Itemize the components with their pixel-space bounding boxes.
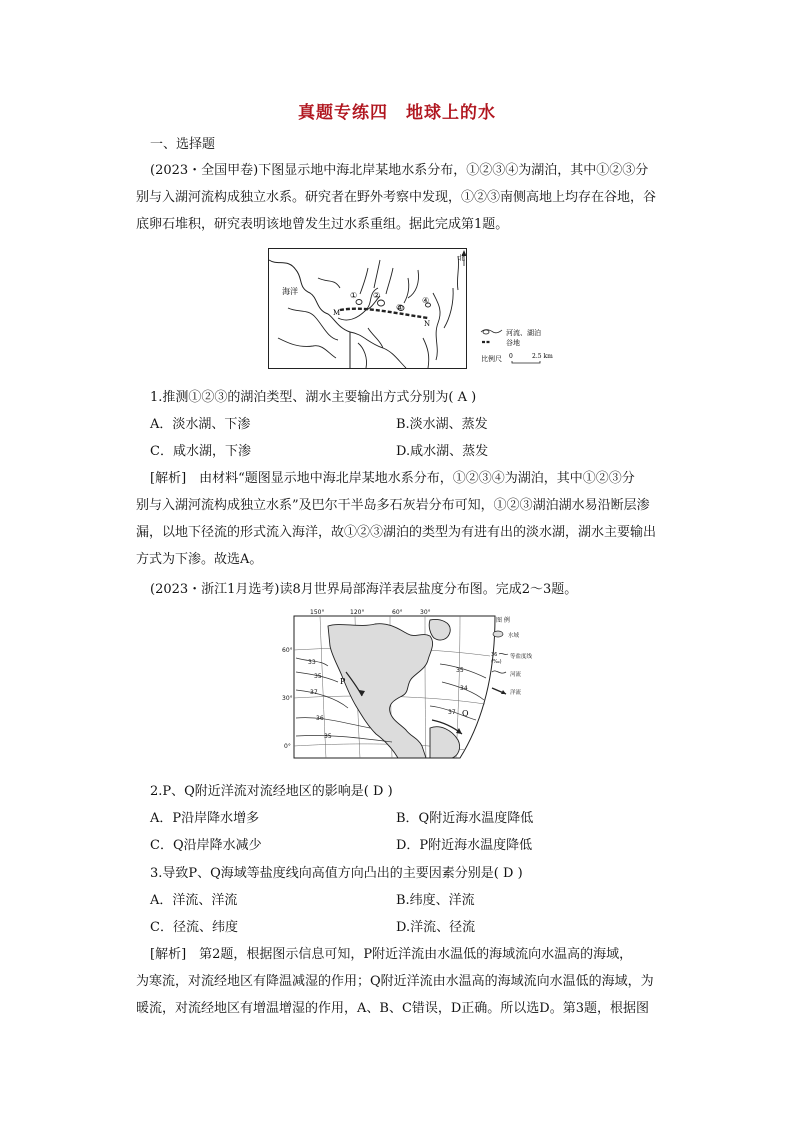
section-heading: 一、选择题 — [150, 137, 216, 152]
analysis2-line-2: 为寒流，对流经地区有降温减湿的作用；Q附近洋流由水温高的海域流向水温低的海域，为 — [136, 974, 654, 989]
iso-label-1: 33 — [308, 659, 316, 666]
lon-label-30: 30° — [420, 609, 431, 616]
lon-label-120: 120° — [350, 609, 365, 616]
lake-4-label: ④ — [422, 296, 430, 305]
lake-2-label: ② — [373, 291, 381, 300]
sea-label: 海洋 — [282, 287, 298, 296]
analysis1-line-1: [解析] 由材料“题图显示地中海北岸某地水系分布，①②③④为湖泊，其中①②③分 — [150, 471, 635, 486]
q3-option-c: C．径流、纬度 — [150, 920, 238, 935]
point-n-label: N — [424, 320, 431, 328]
iso-label-3: 37 — [310, 689, 318, 696]
q1-option-c: C．咸水湖，下渗 — [150, 444, 251, 459]
q3-option-d: D.洋流、径流 — [396, 920, 476, 935]
analysis2-line-1: [解析] 第2题，根据图示信息可知，P附近洋流由水温低的海域流向水温高的海域， — [150, 947, 633, 962]
point-q-label: Q — [462, 709, 469, 718]
q1-option-d: D.咸水湖、蒸发 — [396, 444, 489, 459]
iso-label-2: 35 — [314, 673, 322, 680]
legend-river: 河流 — [510, 672, 522, 678]
analysis2-line-3: 暖流，对流经地区有增温增湿的作用，A、B、C错误，D正确。所以选D。第3题，根据图 — [136, 1001, 650, 1016]
iso-label-7: 34 — [460, 685, 468, 692]
q1-stem: 1.推测①②③的湖泊类型、湖水主要输出方式分别为( A ) — [150, 390, 477, 405]
river-system-map — [268, 248, 568, 373]
lake-3-label: ③ — [396, 303, 404, 312]
lake-1-label: ① — [350, 291, 358, 300]
page-title: 真题专练四 地球上的水 — [298, 103, 496, 123]
lat-label-30: 30° — [282, 695, 293, 702]
legend-valley: 谷地 — [506, 339, 520, 347]
intro1-line-2: 别与入湖河流构成独立水系。研究者在野外考察中发现，①②③南侧高地上均存在谷地，谷 — [136, 190, 657, 205]
legend-iso-unit: (‰) — [491, 659, 502, 665]
q2-stem: 2.P、Q附近洋流对流经地区的影响是( D ) — [150, 784, 393, 799]
map1-legend — [481, 328, 553, 363]
iso-label-8: 37 — [448, 709, 456, 716]
iso-label-5: 35 — [324, 733, 332, 740]
q3-option-a: A．洋流、洋流 — [150, 893, 238, 908]
intro1-line-1: (2023・全国甲卷)下图显示地中海北岸某地水系分布，①②③④为湖泊，其中①②③分 — [150, 163, 649, 178]
intro1-line-3: 底卵石堆积，研究表明该地曾发生过水系重组。据此完成第1题。 — [136, 217, 509, 232]
legend-iso-value: 36 — [491, 652, 498, 658]
iso-label-6: 35 — [456, 667, 464, 674]
lat-label-60: 60° — [282, 647, 293, 654]
scale-km: 2.5 km — [532, 353, 553, 360]
lon-label-150: 150° — [310, 609, 325, 616]
intro2-line: (2023・浙江1月选考)读8月世界局部海洋表层盐度分布图。完成2～3题。 — [150, 582, 578, 597]
scale-label: 比例尺 — [481, 355, 502, 363]
ocean-salinity-map — [280, 608, 540, 768]
q1-option-b: B.淡水湖、蒸发 — [396, 417, 488, 432]
lon-label-60: 60° — [392, 609, 403, 616]
q2-option-b: B．Q附近海水温度降低 — [396, 811, 534, 826]
q1-option-a: A．淡水湖、下渗 — [150, 417, 251, 432]
map2-legend — [491, 616, 533, 696]
legend-title: 图 例 — [496, 617, 510, 624]
legend-isohaline: 等盐度线 — [510, 654, 533, 660]
q2-option-c: C．Q沿岸降水减少 — [150, 838, 262, 853]
point-p-label: P — [340, 677, 346, 686]
legend-river-lake: 河流、湖泊 — [506, 329, 541, 337]
analysis1-line-2: 别与入湖河流构成独立水系”及巴尔干半岛多石灰岩分布可知，①②③湖泊湖水易沿断层渗 — [136, 498, 650, 513]
iso-label-4: 36 — [316, 715, 324, 722]
legend-water: 水域 — [508, 633, 520, 639]
q2-option-a: A．P沿岸降水增多 — [150, 811, 260, 826]
analysis1-line-4: 方式为下渗。故选A。 — [136, 552, 263, 567]
q3-stem: 3.导致P、Q海域等盐度线向高值方向凸出的主要因素分别是( D ) — [150, 866, 523, 881]
scale-zero: 0 — [509, 353, 513, 360]
point-m-label: M — [333, 309, 341, 317]
q2-option-d: D．P附近海水温度降低 — [396, 838, 533, 853]
scale-bar — [512, 361, 540, 363]
legend-current: 洋流 — [510, 690, 522, 696]
lat-label-0: 0° — [284, 743, 291, 750]
north-label: 北 — [458, 254, 465, 262]
q3-option-b: B.纬度、洋流 — [396, 893, 475, 908]
analysis1-line-3: 漏，以地下径流的形式流入海洋，故①②③湖泊的类型为有进有出的淡水湖，湖水主要输出 — [136, 525, 657, 540]
